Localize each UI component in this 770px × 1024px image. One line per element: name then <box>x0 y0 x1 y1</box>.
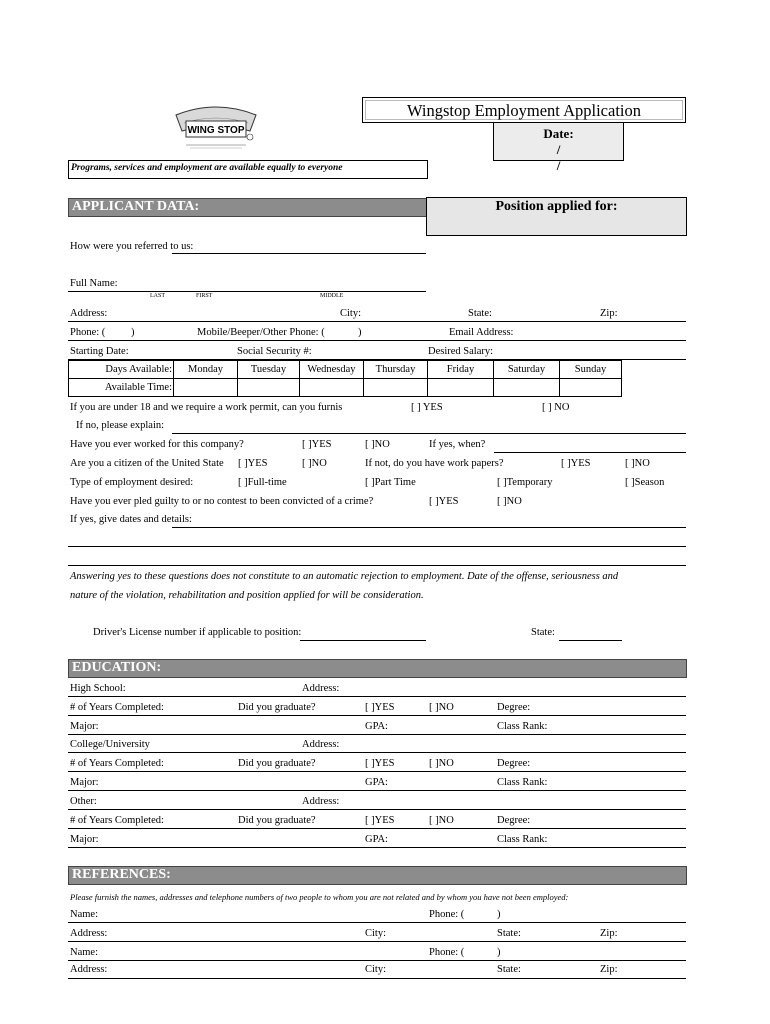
education-section-title: EDUCATION: <box>72 660 162 675</box>
logo-wordmark: WING STOP <box>187 125 245 136</box>
starting-date-label: Starting Date: <box>70 346 129 357</box>
full-name-field[interactable] <box>68 291 426 292</box>
ref2-city-label: City: <box>365 964 387 975</box>
disclaimer-line-2: nature of the violation, rehabilitation and position applied for will be consideration. <box>70 590 424 601</box>
email-label: Email Address: <box>449 327 514 338</box>
guilty-yes[interactable]: [ ]YES <box>429 496 459 507</box>
day-monday[interactable]: Monday <box>174 361 238 379</box>
availability-grid <box>68 360 622 397</box>
ref2-phone-label: Phone: ( <box>429 947 465 958</box>
hs-major-label: Major: <box>70 721 99 732</box>
hs-no[interactable]: [ ]NO <box>429 702 454 713</box>
available-time-label: Available Time: <box>69 379 174 397</box>
ref2-name-field[interactable] <box>68 960 686 961</box>
address-label: Address: <box>70 308 108 319</box>
ref1-address-label: Address: <box>70 928 108 939</box>
other-yes[interactable]: [ ]YES <box>365 815 395 826</box>
other-field[interactable] <box>68 809 686 810</box>
college-yes[interactable]: [ ]YES <box>365 758 395 769</box>
mobile-label: Mobile/Beeper/Other Phone: ( <box>197 327 325 338</box>
phone-field[interactable] <box>68 340 686 341</box>
details-field-3[interactable] <box>68 565 686 566</box>
city-label: City: <box>340 308 362 319</box>
part-time-option[interactable]: [ ]Part Time <box>365 477 416 488</box>
wingstop-logo <box>172 101 260 155</box>
ref1-name-label: Name: <box>70 909 98 920</box>
college-no[interactable]: [ ]NO <box>429 758 454 769</box>
work-papers-question: If not, do you have work papers? <box>365 458 504 469</box>
time-monday[interactable] <box>174 379 238 397</box>
ref2-name-label: Name: <box>70 947 98 958</box>
ref2-state-label: State: <box>497 964 521 975</box>
high-school-label: High School: <box>70 683 126 694</box>
ref1-name-field[interactable] <box>68 922 686 923</box>
education-section-header <box>68 659 687 678</box>
if-no-explain-label: If no, please explain: <box>76 420 165 431</box>
other-major-label: Major: <box>70 834 99 845</box>
other-address-label: Address: <box>302 796 340 807</box>
equal-opportunity-box <box>68 160 428 179</box>
hs-gpa-label: GPA: <box>365 721 388 732</box>
hs-field[interactable] <box>68 696 686 697</box>
days-row <box>69 361 622 379</box>
equal-opportunity-text: Programs, services and employment are available equally to everyone <box>71 163 343 173</box>
time-wednesday[interactable] <box>300 379 364 397</box>
day-sunday[interactable]: Sunday <box>560 361 622 379</box>
zip-label: Zip: <box>600 308 618 319</box>
salary-label: Desired Salary: <box>428 346 494 357</box>
other-gpa-label: GPA: <box>365 834 388 845</box>
citizen-question: Are you a citizen of the United State <box>70 458 224 469</box>
license-state-label: State: <box>531 627 555 638</box>
ref1-zip-label: Zip: <box>600 928 618 939</box>
position-applied-box[interactable] <box>426 197 687 236</box>
full-name-label: Full Name: <box>70 278 118 289</box>
college-field[interactable] <box>68 752 686 753</box>
time-saturday[interactable] <box>494 379 560 397</box>
license-field[interactable] <box>300 640 426 641</box>
state-label: State: <box>468 308 492 319</box>
hs-class-rank-label: Class Rank: <box>497 721 548 732</box>
explain-field[interactable] <box>172 433 686 434</box>
hs-address-label: Address: <box>302 683 340 694</box>
temporary-option[interactable]: [ ]Temporary <box>497 477 553 488</box>
citizen-no[interactable]: [ ]NO <box>302 458 327 469</box>
ref2-phone-close: ) <box>497 947 501 958</box>
references-note: Please furnish the names, addresses and telephone numbers of two people to whom you are not related and by whom you have not been employed: <box>70 892 569 902</box>
guilty-question: Have you ever pled guilty to or no contest to been convicted of a crime? <box>70 496 374 507</box>
citizen-yes[interactable]: [ ]YES <box>238 458 268 469</box>
name-last-caption: LAST <box>150 293 165 299</box>
ref2-address-label: Address: <box>70 964 108 975</box>
ref1-address-field[interactable] <box>68 941 686 942</box>
other-degree-label: Degree: <box>497 815 531 826</box>
position-applied-label: Position applied for: <box>495 199 618 214</box>
date-box[interactable] <box>493 122 624 173</box>
other-no[interactable]: [ ]NO <box>429 815 454 826</box>
guilty-no[interactable]: [ ]NO <box>497 496 522 507</box>
hs-years-label: # of Years Completed: <box>70 702 164 713</box>
college-graduate-label: Did you graduate? <box>238 758 316 769</box>
time-friday[interactable] <box>428 379 494 397</box>
college-major-label: Major: <box>70 777 99 788</box>
days-available-label: Days Available: <box>69 361 174 379</box>
hs-years-field[interactable] <box>68 715 686 716</box>
date-label: Date: <box>543 126 574 141</box>
full-time-option[interactable]: [ ]Full-time <box>238 477 287 488</box>
other-school-label: Other: <box>70 796 97 807</box>
ref1-state-label: State: <box>497 928 521 939</box>
phone-close: ) <box>131 327 135 338</box>
details-label: If yes, give dates and details: <box>70 514 192 525</box>
references-section-title: REFERENCES: <box>72 867 171 882</box>
seasonal-option[interactable]: [ ]Season <box>625 477 665 488</box>
under18-question: If you are under 18 and we require a work permit, can you furnis <box>70 402 343 413</box>
worked-yes[interactable]: [ ]YES <box>302 439 332 450</box>
other-major-field[interactable] <box>68 847 686 848</box>
time-thursday[interactable] <box>364 379 428 397</box>
under18-no[interactable]: [ ] NO <box>542 402 570 413</box>
ref2-zip-label: Zip: <box>600 964 618 975</box>
date-slashes: / / <box>556 142 591 173</box>
form-title: Wingstop Employment Application <box>407 101 641 120</box>
college-years-field[interactable] <box>68 771 686 772</box>
other-years-field[interactable] <box>68 828 686 829</box>
license-label: Driver's License number if applicable to position: <box>93 627 302 638</box>
college-address-label: Address: <box>302 739 340 750</box>
ssn-label: Social Security #: <box>237 346 312 357</box>
when-field[interactable] <box>494 452 686 453</box>
day-wednesday[interactable]: Wednesday <box>300 361 364 379</box>
applicant-section-header <box>68 198 427 217</box>
ref1-phone-label: Phone: ( <box>429 909 465 920</box>
worked-no[interactable]: [ ]NO <box>365 439 390 450</box>
papers-no[interactable]: [ ]NO <box>625 458 650 469</box>
day-tuesday[interactable]: Tuesday <box>238 361 300 379</box>
day-saturday[interactable]: Saturday <box>494 361 560 379</box>
license-state-field[interactable] <box>559 640 622 641</box>
college-degree-label: Degree: <box>497 758 531 769</box>
time-row <box>69 379 622 397</box>
papers-yes[interactable]: [ ]YES <box>561 458 591 469</box>
worked-before-question: Have you ever worked for this company? <box>70 439 244 450</box>
address-field[interactable] <box>68 321 686 322</box>
other-years-label: # of Years Completed: <box>70 815 164 826</box>
if-yes-when-label: If yes, when? <box>429 439 486 450</box>
details-field-1[interactable] <box>172 527 686 528</box>
hs-graduate-label: Did you graduate? <box>238 702 316 713</box>
ref1-city-label: City: <box>365 928 387 939</box>
college-years-label: # of Years Completed: <box>70 758 164 769</box>
ref1-phone-close: ) <box>497 909 501 920</box>
employment-type-label: Type of employment desired: <box>70 477 194 488</box>
ref2-address-field[interactable] <box>68 978 686 979</box>
form-title-box <box>362 97 686 123</box>
college-major-field[interactable] <box>68 790 686 791</box>
other-class-rank-label: Class Rank: <box>497 834 548 845</box>
phone-label: Phone: ( <box>70 327 106 338</box>
referred-field[interactable] <box>172 253 426 254</box>
name-first-caption: FIRST <box>196 293 213 299</box>
details-field-2[interactable] <box>68 546 686 547</box>
hs-major-field[interactable] <box>68 734 686 735</box>
time-sunday[interactable] <box>560 379 622 397</box>
day-thursday[interactable]: Thursday <box>364 361 428 379</box>
time-tuesday[interactable] <box>238 379 300 397</box>
day-friday[interactable]: Friday <box>428 361 494 379</box>
college-label: College/University <box>70 739 150 750</box>
disclaimer-line-1: Answering yes to these questions does not constitute to an automatic rejection to employment. Date of the offense, seriousness and <box>70 571 619 582</box>
name-middle-caption: MIDDLE <box>320 293 344 299</box>
college-class-rank-label: Class Rank: <box>497 777 548 788</box>
hs-degree-label: Degree: <box>497 702 531 713</box>
hs-yes[interactable]: [ ]YES <box>365 702 395 713</box>
college-gpa-label: GPA: <box>365 777 388 788</box>
other-graduate-label: Did you graduate? <box>238 815 316 826</box>
referred-label: How were you referred to us: <box>70 241 194 252</box>
mobile-close: ) <box>358 327 362 338</box>
applicant-section-title: APPLICANT DATA: <box>72 199 200 214</box>
under18-yes[interactable]: [ ] YES <box>411 402 443 413</box>
references-section-header <box>68 866 687 885</box>
